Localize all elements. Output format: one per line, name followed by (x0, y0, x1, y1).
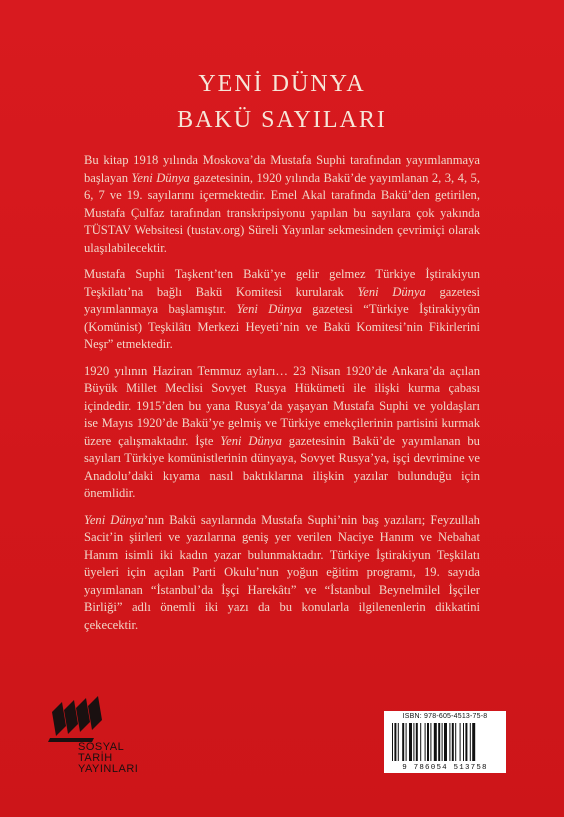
barcode-icon (392, 723, 498, 761)
blurb-text (84, 152, 480, 643)
text-segment: gazetesi yayımlanmaya başlamıştır. (84, 284, 480, 316)
blurb-paragraph-3 (84, 363, 480, 503)
text-segment: Mustafa Suphi Taşkent’ten Bakü’ye gelir gelmez Türkiye İştirakiyun Teşkilatı’na bağlı Bakü Komitesi kurularak (84, 267, 480, 299)
title-line-2: BAKÜ SAYILARI (177, 107, 387, 133)
publisher-line-2: TARİH (78, 752, 113, 764)
italic-text: Yeni Dünya (236, 302, 302, 316)
blurb-paragraph-2 (84, 266, 480, 354)
publisher-logo (48, 692, 148, 775)
blurb-paragraph-4 (84, 512, 480, 635)
text-segment: ’nın Bakü sayılarında Mustafa Suphi’nin baş yazıları; Feyzullah Sacit’in şiirleri ve yazılarına geniş yer verilen Naciye Hanım ve Nebahat Hanım isimli iki kadın yazar bulunmaktadır. Türkiye İştirakiyun Teşkilatı üyeleri için açılan Parti Okulu’nun yoğun eğitim programı, 19. sayıda yayımlanan “İstanbul’da İşçi Harekâtı” ve “İstanbul Beynelmilel İşçiler Birliği” adlı önemli iki yazı da bu konularla ilgilenenlerin dikkatini çekecektir. (84, 512, 480, 632)
publisher-name (78, 742, 138, 775)
italic-text: Yeni Dünya (357, 284, 426, 299)
title-line-1: YENİ DÜNYA (198, 71, 366, 97)
publisher-line-1: SOSYAL (78, 741, 125, 753)
isbn-label: ISBN: 978-605-4513-75-8 (402, 713, 488, 720)
title-block (0, 66, 564, 138)
text-segment: gazetesi “Türkiye İştirakiyyûn (Komünist) Teşkilâtı Merkezi Heyeti’nin ve Bakü Komitesi’nin Fikirlerini Neşr” etmektedir. (84, 302, 480, 351)
italic-text: Yeni Dünya (220, 433, 282, 448)
italic-text: Yeni Dünya (84, 512, 144, 527)
blurb-paragraph-1 (84, 152, 480, 257)
ean-digits: 9 786054 513758 (402, 764, 488, 772)
isbn-barcode (384, 711, 506, 773)
text-segment: gazetesinin, 1920 yılında Bakü’de yayımlanan 2, 3, 4, 5, 6, 7 ve 19. sayılarını içermektedir. Emel Akal tarafında Bakü’den getirilen, Mustafa Çulfaz tarafından transkripsiyonu yapılan bu sayılara çok yakında TÜSTAV Websitesi (tustav.org) Süreli Yayınlar sekmesinden çevrimiçi olarak ulaşılabilecektir. (84, 170, 480, 255)
text-segment: 1920 yılının Haziran Temmuz ayları… 23 Nisan 1920’de Ankara’da açılan Büyük Millet Meclisi Sovyet Rusya Hükümeti ile ilişki kurma çabası içindedir. 1915’den bu yana Rusya’da yaşayan Mustafa Suphi ve yoldaşları ise Mayıs 1920’de Bakü’ye gelmiş ve Türkiye emekçilerinin partisini kurmak üzere çalışmaktadır. İşte (84, 363, 480, 448)
text-segment: Bu kitap 1918 yılında Moskova’da Mustafa Suphi tarafından yayımlanmaya başlayan (84, 153, 480, 185)
italic-text: Yeni Dünya (131, 170, 190, 185)
publisher-line-3: YAYINLARI (78, 763, 139, 775)
text-segment: gazetesinin Bakü’de yayımlanan bu sayıları Türkiye komünistlerinin dünyaya, Sovyet Rusya’ya, işçi devrimine ve Anadolu’daki kıyama nasıl baktıklarına ilişkin yazılar bulunduğu için önemlidir. (84, 433, 480, 500)
